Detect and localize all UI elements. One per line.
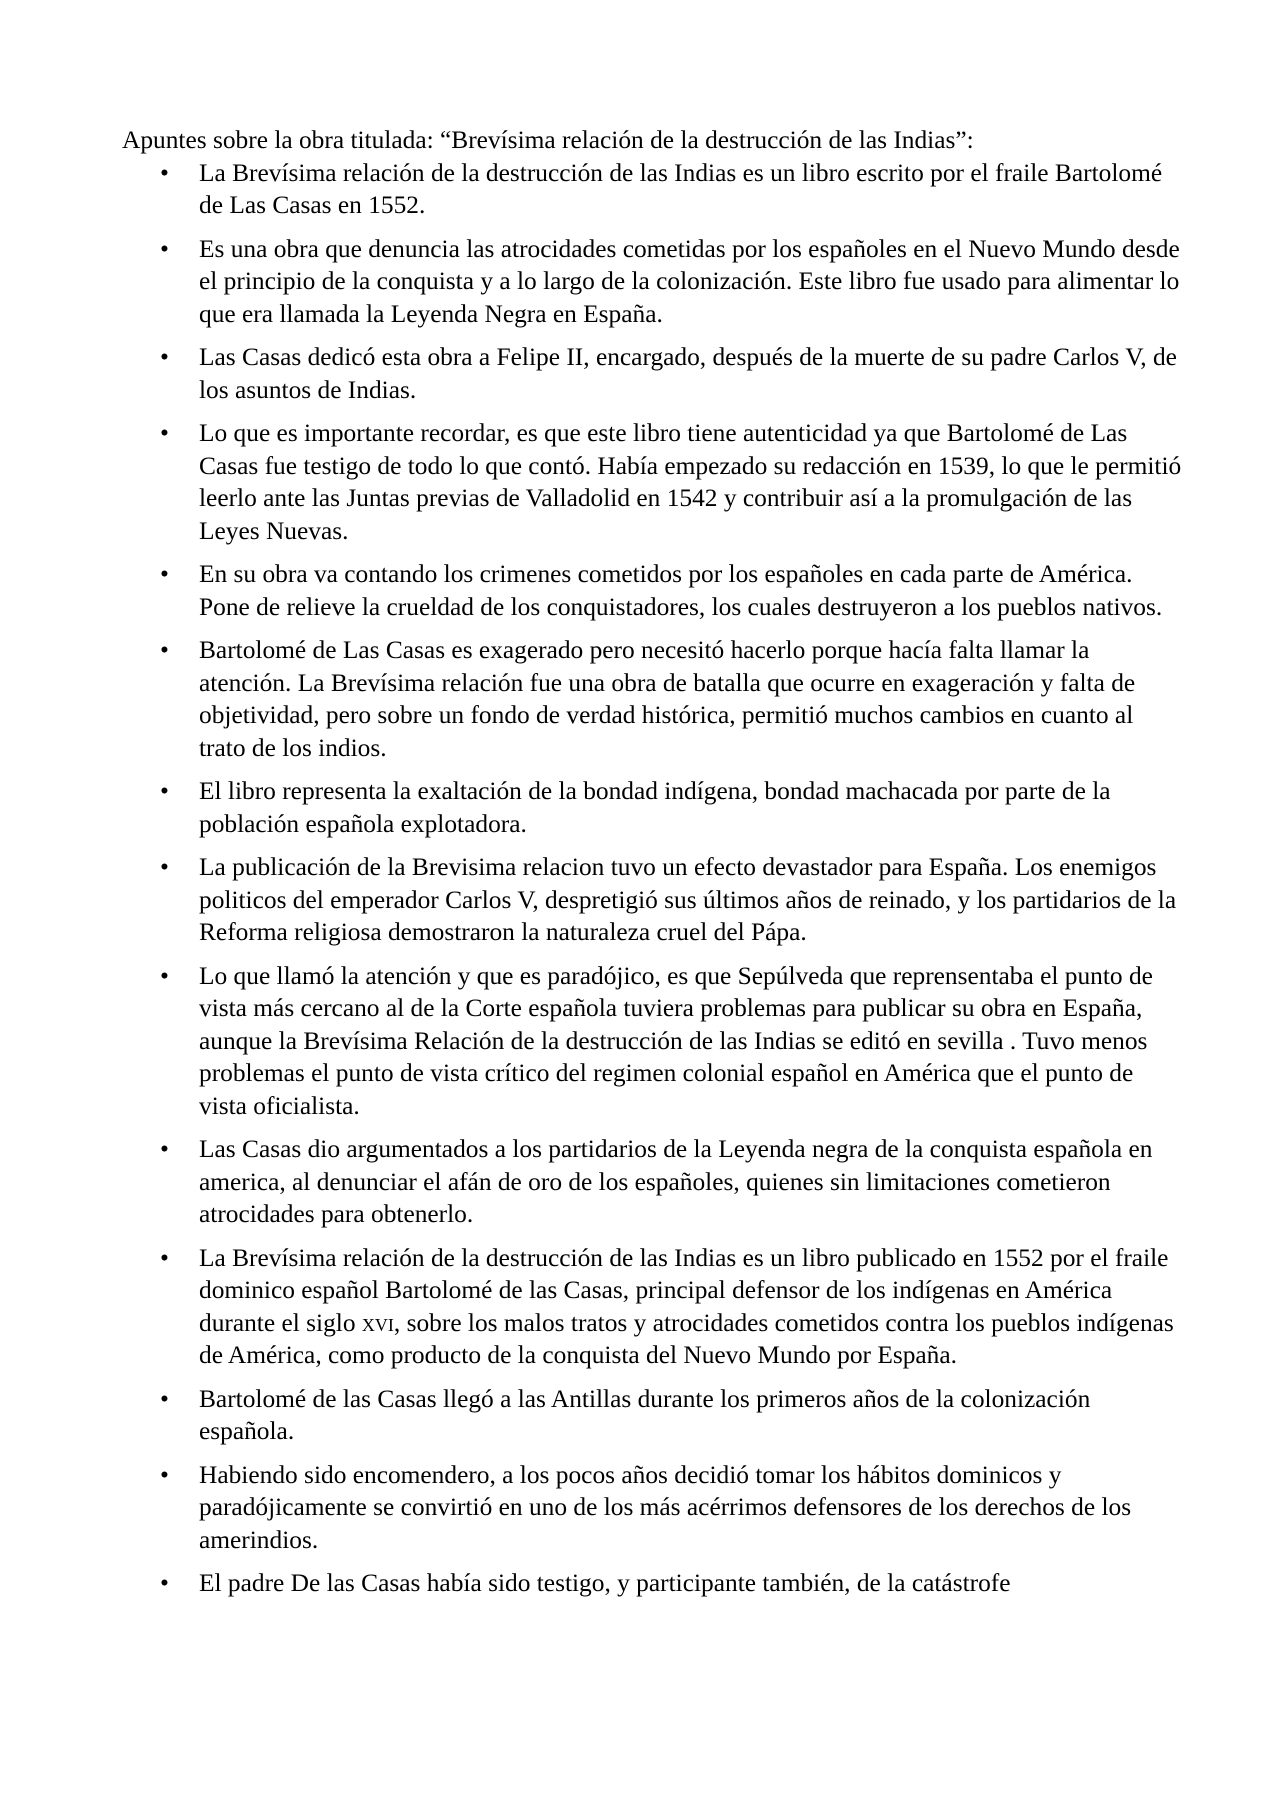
bullet-icon: • (160, 1384, 169, 1413)
document-page (122, 124, 1182, 1611)
list-item-text: Las Casas dio argumentados a los partidarios de la Leyenda negra de la conquista española en america, al denunciar el afán de oro de los españoles, quienes sin limitaciones cometieron atrocidades para obtenerlo. (199, 1135, 1153, 1228)
list-item-text: Las Casas dedicó esta obra a Felipe II, encargado, después de la muerte de su padre Carlos V, de los asuntos de Indias. (199, 343, 1177, 404)
list-item-text: La Brevísima relación de la destrucción de las Indias es un libro escrito por el fraile Bartolomé de Las Casas en 1552. (199, 158, 1163, 219)
bullet-icon: • (160, 560, 169, 588)
list-item (122, 417, 1182, 547)
document-heading: Apuntes sobre la obra titulada: “Brevísima relación de la destrucción de las Indias”: (122, 126, 974, 154)
list-item (122, 1383, 1182, 1448)
century-numeral: xvi (361, 1308, 394, 1337)
bullet-icon: • (160, 853, 169, 881)
list-item-text: Habiendo sido encomendero, a los pocos años decidió tomar los hábitos dominicos y paradójicamente se convirtió en uno de los más acérrimos defensores de los derechos de los amerindios. (199, 1460, 1132, 1554)
list-item-text (199, 1242, 1182, 1372)
bullet-icon: • (160, 1460, 169, 1489)
list-item (122, 851, 1182, 949)
list-item-text: Es una obra que denuncia las atrocidades cometidas por los españoles en el Nuevo Mundo desde el principio de la conquista y a lo largo de la colonización. Este libro fue usado para alimentar lo que era llamada la Leyenda Negra en España. (199, 234, 1180, 328)
list-item (122, 1242, 1182, 1372)
bullet-icon: • (160, 961, 169, 990)
list-item-text: El libro representa la exaltación de la bondad indígena, bondad machacada por parte de la población española explotadora. (199, 777, 1111, 838)
list-item-text: Lo que llamó la atención y que es paradójico, es que Sepúlveda que reprensentaba el punto de vista más cercano al de la Corte española tuviera problemas para publicar su obra en España, aunque la Brevísima Relación de la destrucción de las Indias se editó en sevilla . Tuvo menos problemas el punto de vista crítico del regimen colonial español en América que el punto de vista oficialista. (199, 961, 1153, 1120)
list-item (122, 1567, 1182, 1600)
list-item-text: La publicación de la Brevisima relacion tuvo un efecto devastador para España. Los enemigos politicos del emperador Carlos V, despretigió sus últimos años de reinado, y los partidarios de la Reforma religiosa demostraron la naturaleza cruel del Pápa. (199, 853, 1177, 946)
list-item-text-part: , sobre los malos tratos y atrocidades cometidos contra los pueblos indígenas de América, como producto de la conquista del Nuevo Mundo por España. (199, 1308, 1174, 1369)
list-item-text: El padre De las Casas había sido testigo, y participante también, de la catástrofe (199, 1569, 1011, 1597)
list-item-text: Bartolomé de Las Casas es exagerado pero necesitó hacerlo porque hacía falta llamar la atención. La Brevísima relación fue una obra de batalla que ocurre en exageración y falta de objetividad, pero sobre un fondo de verdad histórica, permitió muchos cambios en cuanto al trato de los indios. (199, 636, 1136, 762)
bullet-icon: • (160, 1135, 169, 1163)
bullet-icon: • (160, 419, 169, 447)
bullet-list (122, 157, 1182, 1600)
bullet-icon: • (160, 1569, 169, 1597)
list-item (122, 775, 1182, 840)
bullet-icon: • (160, 234, 169, 263)
list-item-text-part: La Brevísima relación de la destrucción de las Indias es un libro publicado en 1552 por el fraile dominico español Bartolomé de las Casas, principal defensor de los indígenas en América durante el siglo (199, 1243, 1169, 1337)
list-item-text: Bartolomé de las Casas llegó a las Antillas durante los primeros años de la colonización española. (199, 1384, 1091, 1445)
list-item-text: En su obra va contando los crimenes cometidos por los españoles en cada parte de América. Pone de relieve la crueldad de los conquistadores, los cuales destruyeron a los pueblos nativos. (199, 560, 1163, 621)
bullet-icon: • (160, 343, 169, 371)
list-item (122, 558, 1182, 623)
list-item-text: Lo que es importante recordar, es que este libro tiene autenticidad ya que Bartolomé de Las Casas fue testigo de todo lo que contó. Había empezado su redacción en 1539, lo que le permitió leerlo ante las Juntas previas de Valladolid en 1542 y contribuir así a la promulgación de las Leyes Nuevas. (199, 419, 1182, 545)
bullet-icon: • (160, 1243, 169, 1272)
list-item (122, 233, 1182, 331)
list-item (122, 634, 1182, 764)
bullet-icon: • (160, 777, 169, 805)
bullet-icon: • (160, 636, 169, 664)
list-item (122, 1459, 1182, 1557)
list-item (122, 1133, 1182, 1231)
bullet-icon: • (160, 158, 169, 187)
list-item (122, 341, 1182, 406)
list-item (122, 157, 1182, 222)
list-item (122, 960, 1182, 1123)
